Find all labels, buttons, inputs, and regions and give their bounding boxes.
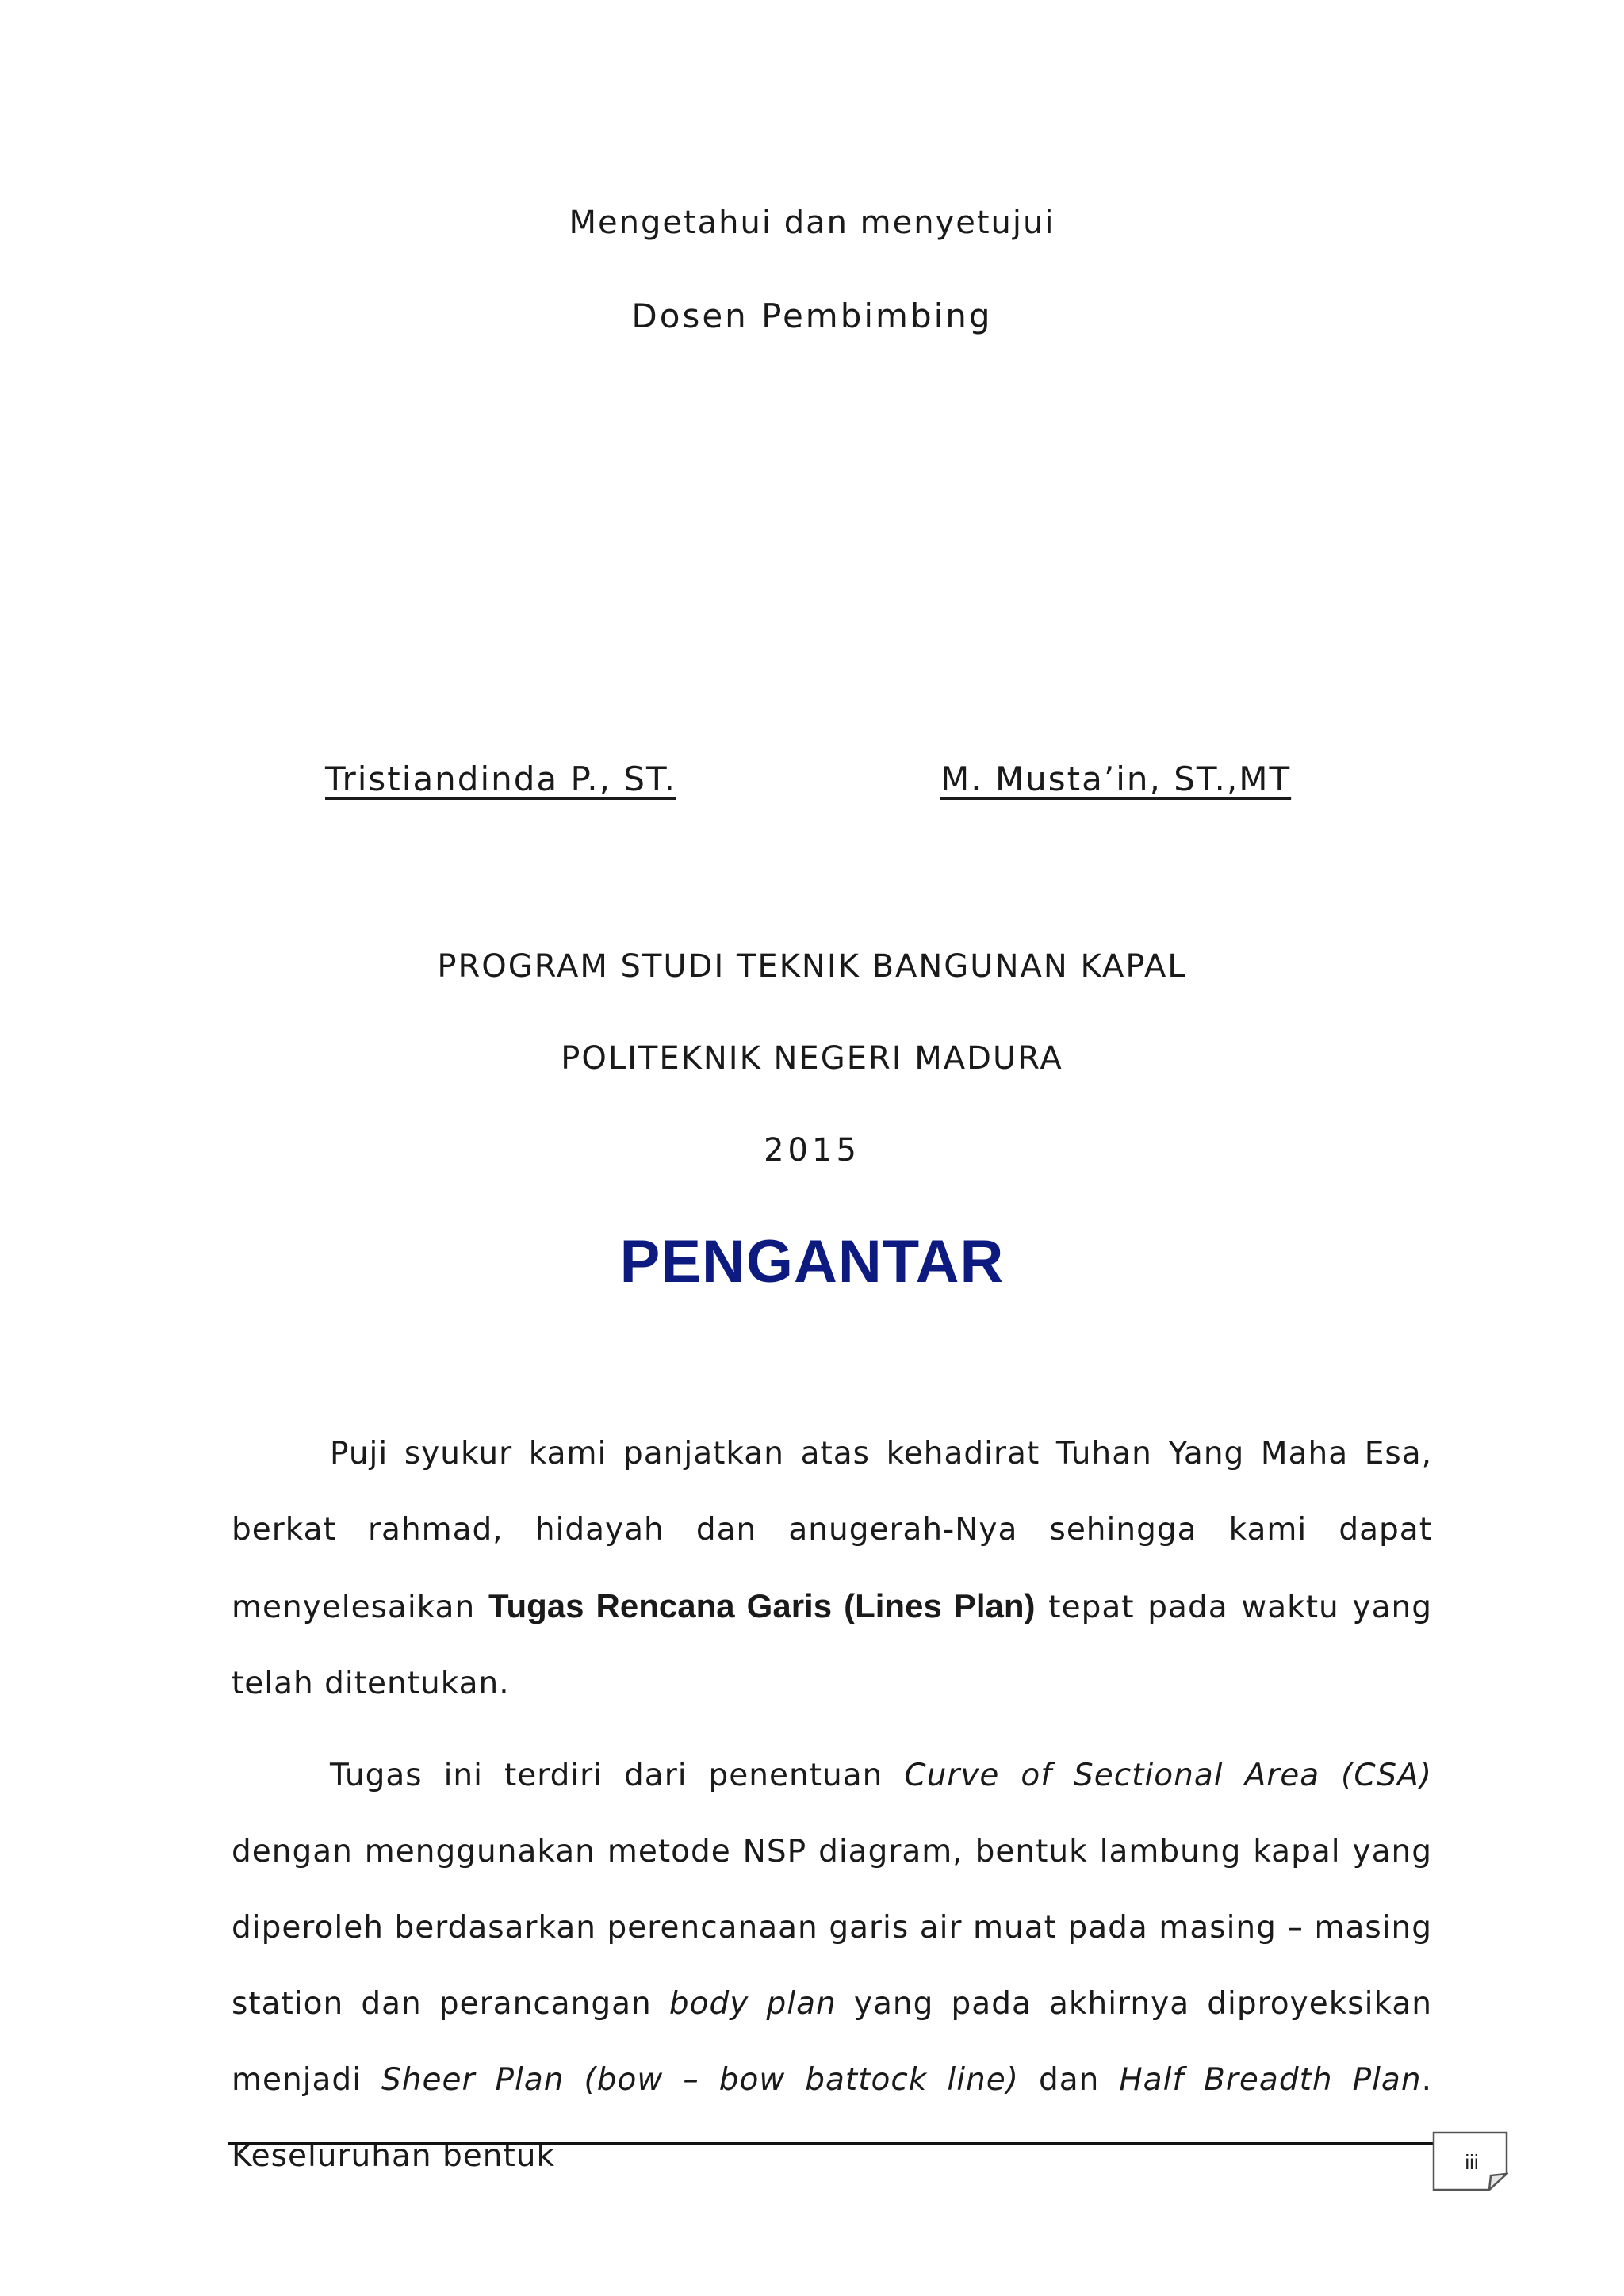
paragraph-2-text-c: yang pada akhirnya diproyeksikan menjadi — [232, 1986, 1432, 2098]
paragraph-2-text-d: dan — [1018, 2062, 1120, 2098]
program-name: PROGRAM STUDI TEKNIK BANGUNAN KAPAL — [437, 948, 1187, 985]
body-text — [232, 1416, 1432, 2210]
signatory-name-left: Tristiandinda P., ST. — [325, 760, 677, 798]
advisor-title: Dosen Pembimbing — [631, 297, 993, 335]
paragraph-1-bold-title: Tugas Rencana Garis (Lines Plan) — [488, 1587, 1036, 1624]
paragraph-2-italic-half-breadth: Half Breadth Plan — [1119, 2062, 1422, 2098]
paragraph-2-text-a: Tugas ini terdiri dari penentuan — [330, 1758, 905, 1793]
footer-rule — [228, 2142, 1434, 2145]
page-number: iii — [1465, 2150, 1479, 2174]
paragraph-1-text-b: tepat pada waktu yang telah ditentukan. — [232, 1590, 1432, 1701]
paragraph-2-italic-body-plan: body plan — [668, 1986, 837, 2022]
paragraph-2-italic-sheer-plan: Sheer Plan (bow – bow battock line) — [381, 2062, 1019, 2098]
paragraph-1-text-a: Puji syukur kami panjatkan atas kehadirat Tuhan Yang Maha Esa, berkat rahmad, hidayah dan anugerah-Nya sehingga kami dapat menyelesaikan — [232, 1436, 1432, 1625]
school-name: POLITEKNIK NEGERI MADURA — [561, 1040, 1063, 1077]
paragraph-2-text-e: . Keseluruhan bentuk — [232, 2062, 1432, 2174]
paragraph-2-italic-csa: Curve of Sectional Area (CSA) — [904, 1758, 1433, 1793]
section-heading: PENGANTAR — [619, 1228, 1005, 1295]
year: 2015 — [764, 1132, 860, 1169]
signatory-name-right: M. Musta’in, ST.,MT — [940, 760, 1292, 798]
paragraph-1 — [232, 1416, 1432, 1722]
paragraph-2-text-b: dengan menggunakan metode NSP diagram, bentuk lambung kapal yang diperoleh berdasarkan perencanaan garis air muat pada masing – masing station dan perancangan — [232, 1834, 1432, 2022]
paragraph-2 — [232, 1738, 1432, 2195]
approval-line: Mengetahui dan menyetujui — [569, 205, 1055, 241]
